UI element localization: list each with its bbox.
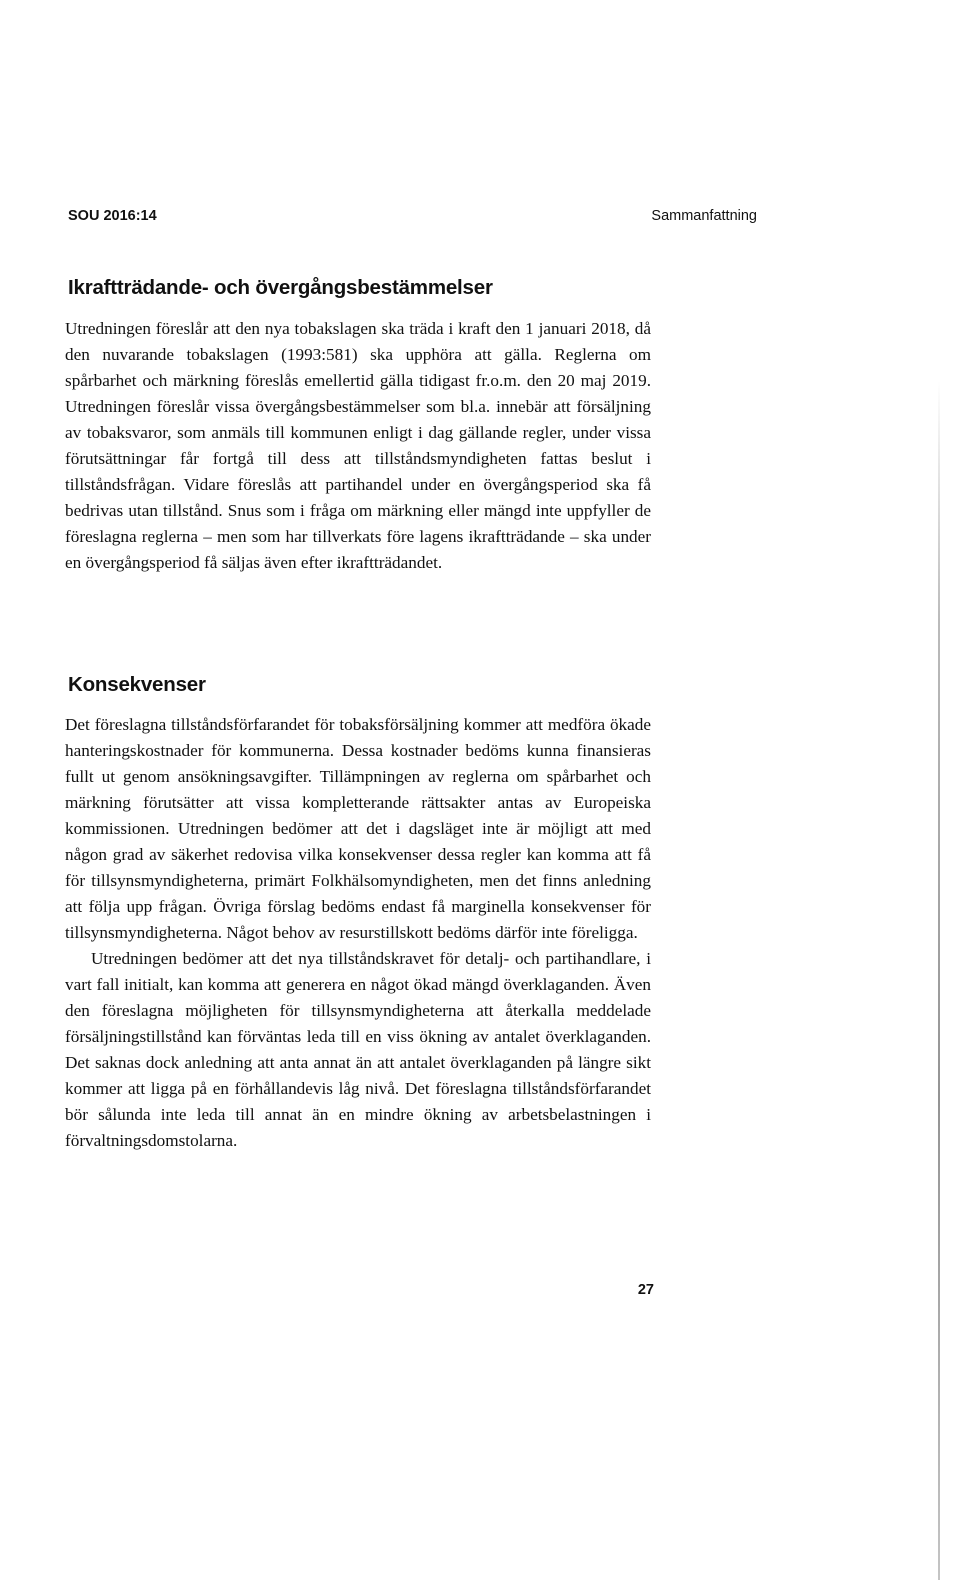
paragraph: Utredningen bedömer att det nya tillståndskravet för detalj- och partihandlare, i vart fall initialt, kan komma att generera en något ökad mängd överklaganden. Även den föreslagna möjligheten för tillsynsmyndigheterna att återkalla meddelade försäljningstillstånd kan förväntas leda till en viss ökning av antalet överklaganden. Det saknas dock anledning att anta annat än att antalet överklaganden på längre sikt kommer att ligga på en förhållandevis låg nivå. Det föreslagna tillståndsförfarandet bör sålunda inte leda till annat än en mindre ökning av arbetsbelastningen i förvaltningsdomstolarna. — [65, 949, 651, 1150]
scan-edge-artifact — [938, 380, 940, 1580]
running-header — [68, 208, 757, 232]
page-number: 27 — [637, 1282, 654, 1298]
section-heading-konsekvenser: Konsekvenser — [68, 673, 206, 696]
chapter-title: Sammanfattning — [651, 208, 757, 224]
paragraph: Utredningen föreslår att den nya tobakslagen ska träda i kraft den 1 januari 2018, då den nuvarande tobakslagen (1993:581) ska upphöra att gälla. Reglerna om spårbarhet och märkning föreslås emellertid gälla tidigast fr.o.m. den 20 maj 2019. Utredningen föreslår vissa övergångsbestämmelser som bl.a. innebär att försäljning av tobaksvaror, som anmäls till kommunen enligt i dag gällande regler, under vissa förutsättningar får fortgå till dess att tillståndsmyndigheten fattas beslut i tillståndsfrågan. Vidare föreslås att partihandel under en övergångsperiod ska få bedrivas utan tillstånd. Snus som i fråga om märkning eller mängd inte uppfyller de föreslagna reglerna – men som har tillverkats före lagens ikraftträdande – ska under en övergångsperiod få säljas även efter ikraftträdandet. — [65, 319, 651, 572]
section-body-ikrafttradande — [65, 316, 651, 576]
report-reference: SOU 2016:14 — [68, 208, 157, 224]
paragraph: Det föreslagna tillståndsförfarandet för tobaksförsäljning kommer att medföra ökade hanteringskostnader för kommunerna. Dessa kostnader bedöms kunna finansieras fullt ut genom ansökningsavgifter. Tillämpningen av reglerna om spårbarhet och märkning förutsätter att vissa kompletterande rättsakter antas av Europeiska kommissionen. Utredningen bedömer att det i dagsläget inte är möjligt att med någon grad av säkerhet redovisa vilka konsekvenser dessa regler kan komma att få för tillsynsmyndigheterna, primärt Folkhälsomyndigheten, men det finns anledning att följa upp frågan. Övriga förslag bedöms endast få marginella konsekvenser för tillsynsmyndigheterna. Något behov av resurstillskott bedöms därför inte föreligga. — [65, 715, 651, 942]
section-body-konsekvenser — [65, 712, 651, 1154]
section-heading-ikrafttradande: Ikraftträdande- och övergångsbestämmelser — [68, 276, 493, 299]
